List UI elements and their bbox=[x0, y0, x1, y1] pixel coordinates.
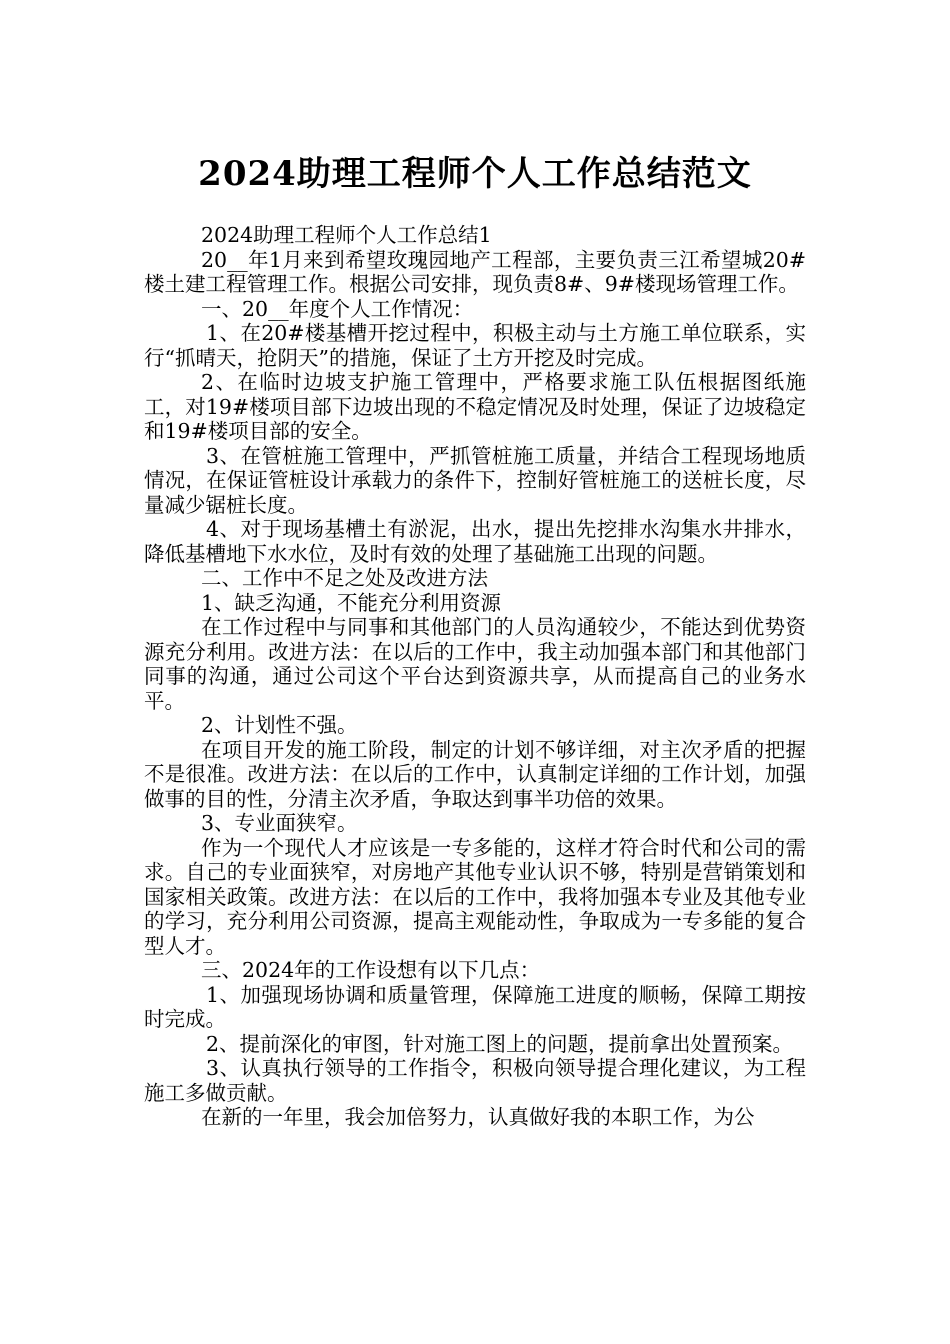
section-heading-shortcomings: 二、工作中不足之处及改进方法 bbox=[201, 566, 488, 590]
shortcoming-1-body: 在工作过程中与同事和其他部门的人员沟通较少，不能达到优势资源充分利用。改进方法：在以后的工作中，我主动加强本部门和其他部门同事的沟通，通过公司这个平台达到资源共享，从而提高自己的业务水平。 bbox=[144, 615, 806, 713]
section-heading-plans: 三、2024年的工作设想有以下几点： bbox=[201, 958, 541, 982]
work-item-4: 4、对于现场基槽土有淤泥，出水，提出先挖排水沟集水井排水，降低基槽地下水水位，及时有效的处理了基础施工出现的问题。 bbox=[144, 517, 806, 566]
shortcoming-3-title: 3、专业面狭窄。 bbox=[201, 811, 358, 835]
section-heading-work-status: 一、20__年度个人工作情况： bbox=[201, 296, 474, 321]
plan-item-2: 2、提前深化的审图，针对施工图上的问题，提前拿出处置预案。 bbox=[206, 1031, 794, 1056]
document-body bbox=[144, 223, 806, 1130]
shortcoming-3-body: 作为一个现代人才应该是一专多能的，这样才符合时代和公司的需求。自己的专业面狭窄，对房地产其他专业认识不够，特别是营销策划和国家相关政策。改进方法：在以后的工作中，我将加强本专业及其他专业的学习，充分利用公司资源，提高主观能动性，争取成为一专多能的复合型人才。 bbox=[144, 835, 806, 958]
shortcoming-2-title: 2、计划性不强。 bbox=[201, 713, 358, 737]
shortcoming-1-title: 1、缺乏沟通，不能充分利用资源 bbox=[201, 590, 502, 615]
work-item-1: 1、在20#楼基槽开挖过程中，积极主动与土方施工单位联系，实行“抓晴天，抢阴天”的措施，保证了土方开挖及时完成。 bbox=[144, 321, 806, 370]
document-title: 2024助理工程师个人工作总结范文 bbox=[198, 153, 752, 194]
plan-item-3: 3、认真执行领导的工作指令，积极向领导提合理化建议，为工程施工多做贡献。 bbox=[144, 1056, 806, 1105]
plan-item-1: 1、加强现场协调和质量管理，保障施工进度的顺畅，保障工期按时完成。 bbox=[144, 982, 806, 1031]
intro-paragraph: 20__年1月来到希望玫瑰园地产工程部，主要负责三江希望城20#楼土建工程管理工作。根据公司安排，现负责8#、9#楼现场管理工作。 bbox=[144, 247, 806, 296]
shortcoming-2-body: 在项目开发的施工阶段，制定的计划不够详细，对主次矛盾的把握不是很准。改进方法：在以后的工作中，认真制定详细的工作计划，加强做事的目的性，分清主次矛盾，争取达到事半功倍的效果。 bbox=[144, 737, 806, 811]
work-item-2: 2、在临时边坡支护施工管理中，严格要求施工队伍根据图纸施工，对19#楼项目部下边坡出现的不稳定情况及时处理，保证了边坡稳定和19#楼项目部的安全。 bbox=[144, 370, 806, 443]
work-item-3: 3、在管桩施工管理中，严抓管桩施工质量，并结合工程现场地质情况，在保证管桩设计承载力的条件下，控制好管桩施工的送桩长度，尽量减少锯桩长度。 bbox=[144, 443, 806, 517]
section-heading-summary-1: 2024助理工程师个人工作总结1 bbox=[201, 223, 492, 247]
closing-paragraph: 在新的一年里，我会加倍努力，认真做好我的本职工作，为公 bbox=[201, 1105, 755, 1129]
